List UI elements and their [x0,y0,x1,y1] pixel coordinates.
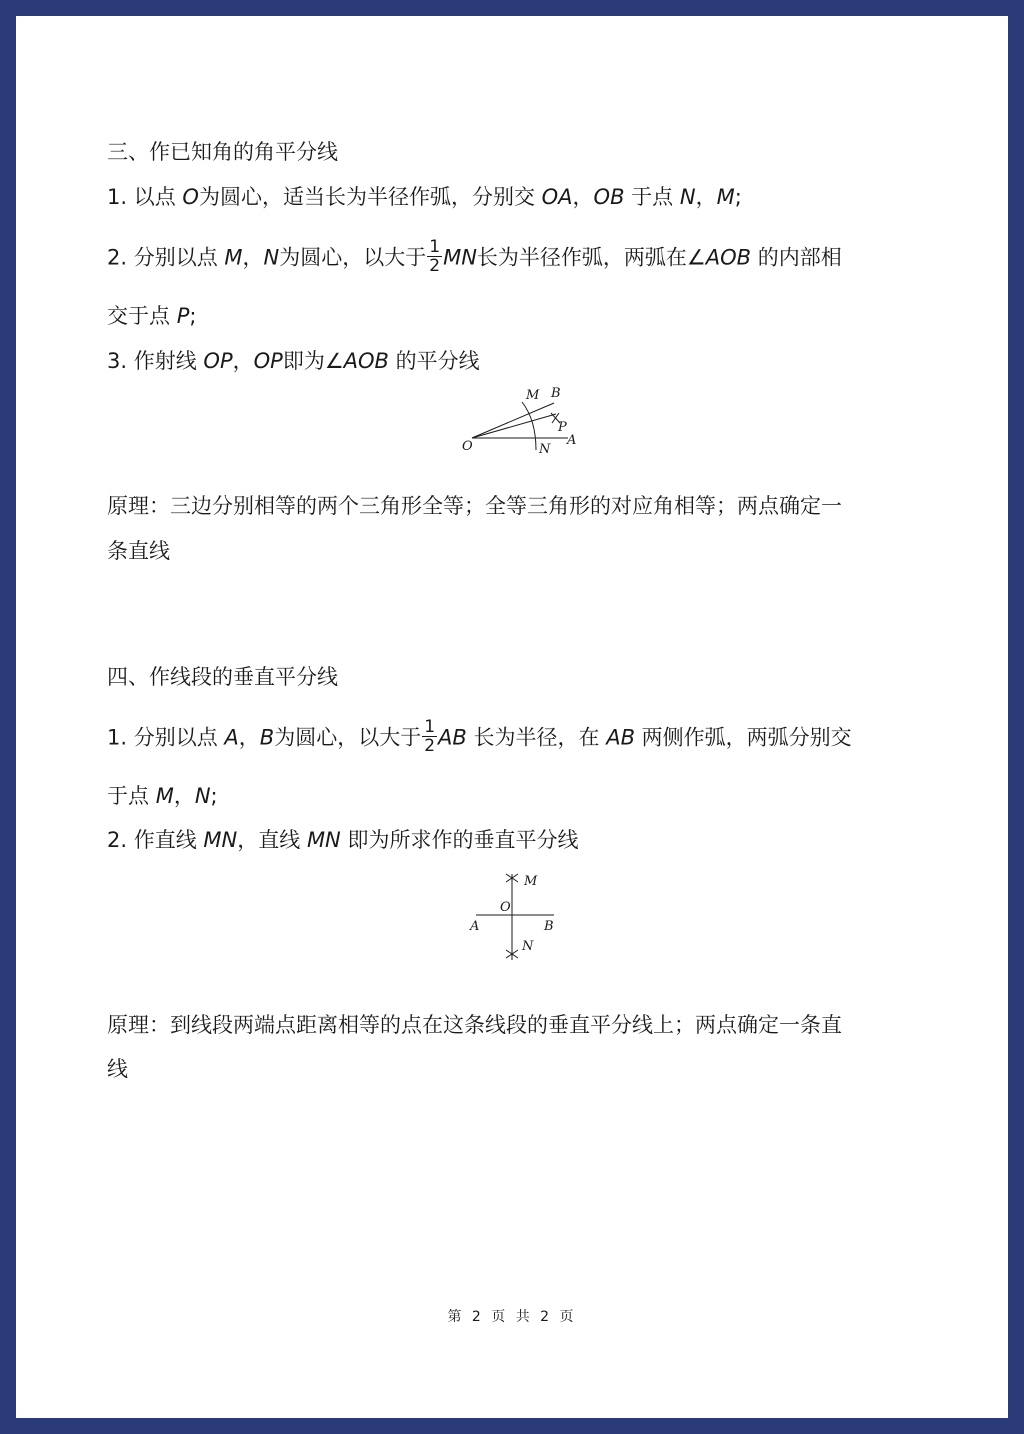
section-3-step-2 [107,237,842,277]
semicolon: ; [189,304,197,328]
text: 长为半径，在 [473,725,600,750]
angle-aob: ∠AOB [324,349,389,373]
var-mn: MN [306,828,341,852]
label-n: N [539,442,551,457]
step-number: 3. [107,349,128,373]
text: 作射线 [133,349,197,373]
var-a: A [224,725,239,750]
label-m: M [526,388,540,403]
comma: ， [572,185,594,209]
text: 交于点 [107,304,170,328]
step-number: 2. [107,828,128,852]
section-3-principle-cont: 条直线 [107,539,170,563]
section-3-step-3 [107,347,480,375]
text: 以点 [133,185,176,209]
text: 即为 [282,349,325,373]
text: 分别以点 [133,245,218,270]
step-number: 1. [107,725,128,750]
comma: ， [242,245,264,270]
section-4-heading: 四、作线段的垂直平分线 [107,665,338,689]
var-mn: MN [203,828,238,852]
semicolon: ; [210,784,218,808]
text: 于点 [631,185,674,209]
text: 为圆心，适当长为半径作弧，分别交 [198,185,535,209]
step-number: 2. [107,245,128,270]
label-a: A [470,919,480,934]
section-4-step-2 [107,826,578,854]
fraction-denominator: 2 [429,256,441,276]
arc-mn [522,402,536,450]
section-4-principle: 原理：到线段两端点距离相等的点在这条线段的垂直平分线上；两点确定一条直 [107,1013,842,1037]
text: 的平分线 [395,349,480,373]
comma: ， [232,349,254,373]
text: 长为半径作弧，两弧在 [476,245,687,270]
semicolon: ; [734,185,742,209]
section-3-step-2-cont [107,302,196,330]
fraction-numerator: 1 [424,717,436,737]
var-op: OP [203,349,233,373]
label-n: N [522,939,534,954]
label-b: B [544,919,554,934]
text: 为圆心，以大于 [279,245,427,270]
comma: ， [695,185,717,209]
section-4-principle-cont: 线 [107,1057,128,1081]
section-4-step-1-cont [107,782,218,810]
section-3-heading: 三、作已知角的角平分线 [107,140,338,164]
section-3-principle: 原理：三边分别相等的两个三角形全等；全等三角形的对应角相等；两点确定一 [107,494,842,518]
var-n: N [679,185,696,209]
var-oa: OA [541,185,573,209]
text: 为圆心，以大于 [274,725,422,750]
document-page [16,16,1008,1418]
step-number: 1. [107,185,128,209]
fraction-half [422,718,437,755]
var-m: M [716,185,735,209]
var-mn: MN [443,245,477,270]
text: 即为所求作的垂直平分线 [347,828,579,852]
text: 于点 [107,784,149,808]
var-m: M [155,784,174,808]
fraction-numerator: 1 [429,237,441,257]
var-op: OP [253,349,283,373]
label-m: M [524,874,538,889]
var-n: N [194,784,211,808]
label-b: B [551,386,561,401]
var-b: B [259,725,275,750]
label-o: O [500,900,511,915]
section-4-step-1 [107,717,852,757]
text: 分别以点 [133,725,218,750]
var-ab: AB [606,725,635,750]
var-m: M [224,245,243,270]
angle-bisector-figure [456,386,586,466]
comma: ， [173,784,195,808]
text: 两侧作弧，两弧分别交 [641,725,852,750]
perpendicular-bisector-figure [466,868,576,968]
text: 的内部相 [757,245,842,270]
section-3-step-1 [107,183,742,211]
var-ob: OB [593,185,625,209]
label-o: O [462,439,473,454]
page-footer: 第 2 页 共 2 页 [447,1309,577,1325]
comma: ， [238,725,260,750]
var-ab: AB [438,725,467,750]
text: 作直线 [133,828,197,852]
angle-aob: ∠AOB [686,245,752,270]
fraction-denominator: 2 [424,736,436,756]
var-o: O [182,185,199,209]
label-p: P [558,420,567,435]
ray-op [472,414,556,438]
label-a: A [567,433,577,448]
var-p: P [176,304,190,328]
ray-ob [472,403,554,438]
var-n: N [263,245,280,270]
fraction-half [427,238,442,275]
text: ，直线 [237,828,301,852]
